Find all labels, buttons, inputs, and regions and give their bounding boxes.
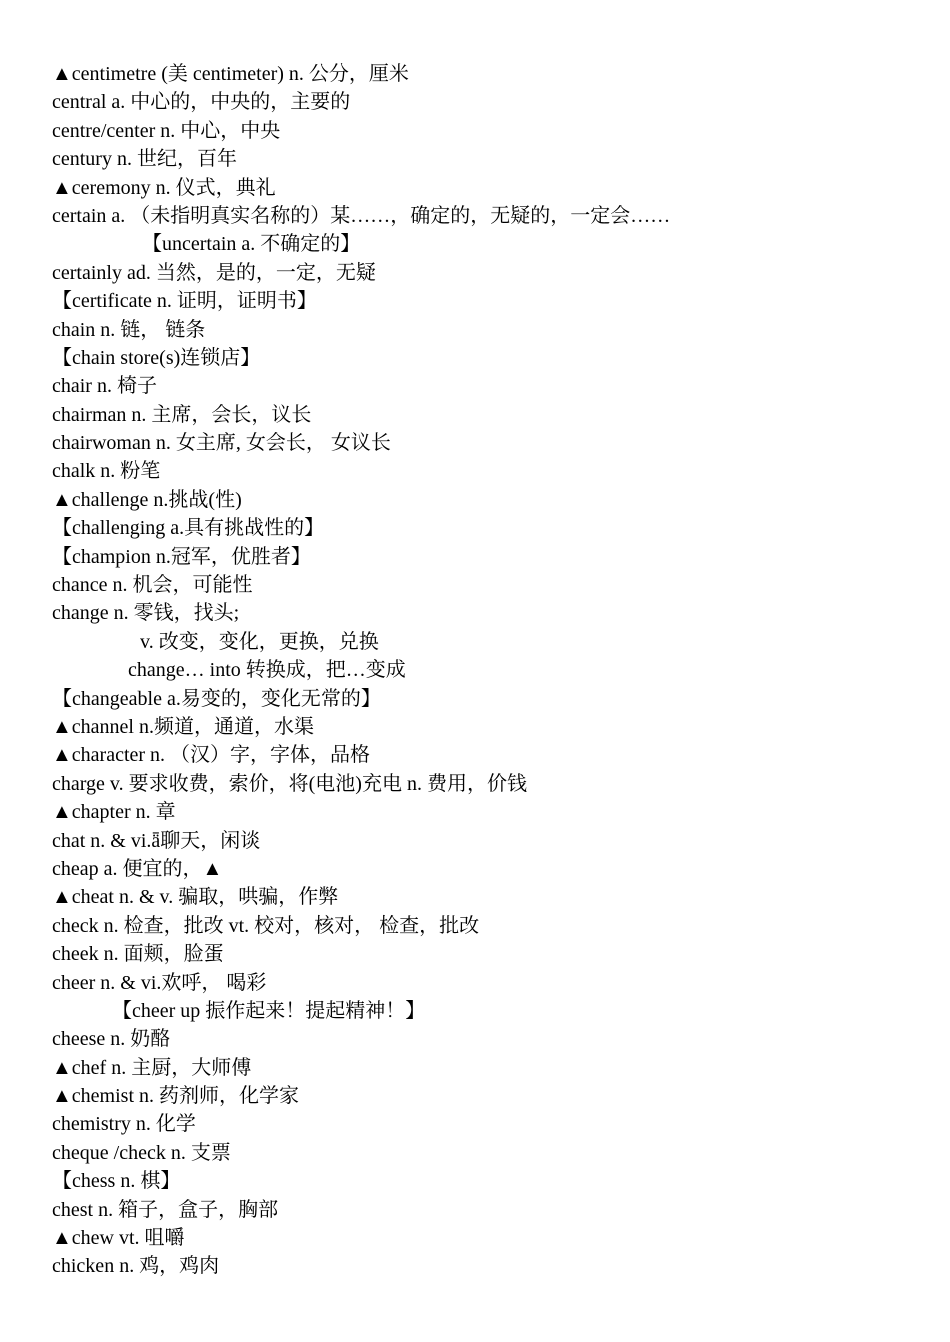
entry-uncertain: 【uncertain a. 不确定的】 [142, 233, 361, 256]
entry-centre: centre/center n. 中心，中央 [52, 119, 281, 142]
vocabulary-page [52, 60, 912, 1281]
entry-change-into: change… into 转换成，把…变成 [128, 659, 406, 682]
entry-change: change n. 零钱，找头; [52, 602, 240, 625]
entry-cheese: cheese n. 奶酪 [52, 1028, 171, 1051]
entry-centimetre: ▲centimetre (美 centimeter) n. 公分，厘米 [52, 63, 409, 85]
entry-chairman: chairman n. 主席，会长，议长 [52, 403, 312, 426]
entry-certificate: 【certificate n. 证明，证明书】 [52, 290, 317, 313]
entry-charge: charge v. 要求收费，索价，将(电池)充电 n. 费用，价钱 [52, 772, 527, 795]
entry-check: check n. 检查，批改 vt. 校对，核对， 检查，批改 [52, 914, 480, 937]
entry-chance: chance n. 机会，可能性 [52, 574, 253, 597]
entry-chairwoman: chairwoman n. 女主席, 女会长， 女议长 [52, 432, 391, 455]
entry-champion: 【champion n.冠军，优胜者】 [52, 545, 311, 568]
entry-chain: chain n. 链， 链条 [52, 318, 206, 341]
entry-chemistry: chemistry n. 化学 [52, 1113, 196, 1136]
entry-cheek: cheek n. 面颊，脸蛋 [52, 943, 224, 966]
entry-changeable: 【changeable a.易变的，变化无常的】 [52, 687, 381, 710]
entry-challenge: ▲challenge n.挑战(性) [52, 488, 242, 511]
entry-chemist: ▲chemist n. 药剂师，化学家 [52, 1085, 300, 1108]
entry-cheer: cheer n. & vi.欢呼， 喝彩 [52, 971, 267, 994]
entry-cheque: cheque /check n. 支票 [52, 1141, 231, 1164]
entry-certainly: certainly ad. 当然，是的，一定，无疑 [52, 261, 376, 284]
entry-chat: chat n. & vi.ǟ聊天，闲谈 [52, 829, 261, 852]
entry-change-verb: v. 改变，变化，更换，兑换 [140, 630, 379, 653]
entry-cheat: ▲cheat n. & v. 骗取，哄骗，作弊 [52, 886, 339, 909]
entry-chicken: chicken n. 鸡，鸡肉 [52, 1255, 220, 1278]
entry-challenging: 【challenging a.具有挑战性的】 [52, 517, 325, 540]
entry-ceremony: ▲ceremony n. 仪式，典礼 [52, 176, 276, 199]
entry-century: century n. 世纪，百年 [52, 148, 237, 171]
entry-chest: chest n. 箱子，盒子，胸部 [52, 1198, 279, 1221]
entry-certain: certain a. （未指明真实名称的）某……，确定的，无疑的，一定会…… [52, 204, 671, 227]
entry-character: ▲character n. （汉）字，字体，品格 [52, 744, 371, 767]
entry-cheap: cheap a. 便宜的，▲ [52, 857, 223, 880]
entry-chain-store: 【chain store(s)连锁店】 [52, 346, 261, 369]
entry-central: central a. 中心的，中央的，主要的 [52, 91, 351, 114]
entry-chew: ▲chew vt. 咀嚼 [52, 1227, 185, 1250]
entry-chair: chair n. 椅子 [52, 375, 157, 398]
entry-chef: ▲chef n. 主厨，大师傅 [52, 1056, 252, 1079]
entry-chapter: ▲chapter n. 章 [52, 801, 176, 824]
entry-chalk: chalk n. 粉笔 [52, 460, 161, 483]
entry-cheer-up: 【cheer up 振作起来！提起精神！】 [112, 999, 426, 1022]
entry-channel: ▲channel n.频道，通道，水渠 [52, 715, 314, 738]
entry-chess: 【chess n. 棋】 [52, 1170, 181, 1193]
